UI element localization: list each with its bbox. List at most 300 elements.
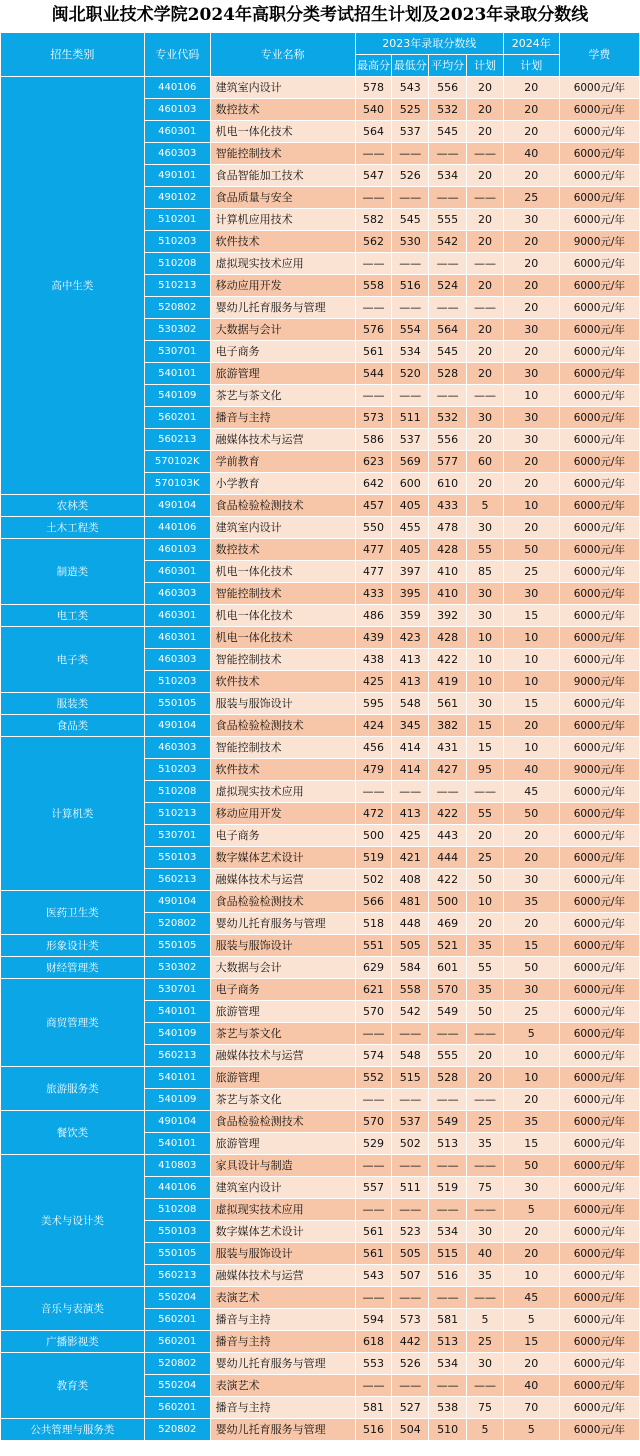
name-cell: 播音与主持 [210,1397,355,1419]
fee-cell: 6000元/年 [559,99,639,121]
min-cell: 600 [392,473,429,495]
fee-cell: 6000元/年 [559,1045,639,1067]
max-cell: 561 [355,1221,392,1243]
code-cell: 530701 [144,341,210,363]
avg-cell: 528 [429,1067,467,1089]
name-cell: 家具设计与制造 [210,1155,355,1177]
avg-cell: 478 [429,517,467,539]
min-cell: 545 [392,209,429,231]
plan2023-cell: 95 [467,759,504,781]
max-cell: —— [355,1155,392,1177]
fee-cell: 6000元/年 [559,715,639,737]
max-cell: 551 [355,935,392,957]
plan2024-cell: 45 [503,781,559,803]
plan2024-cell: 40 [503,759,559,781]
max-cell: 582 [355,209,392,231]
category-cell: 旅游服务类 [1,1067,145,1111]
name-cell: 智能控制技术 [210,649,355,671]
fee-cell: 6000元/年 [559,517,639,539]
name-cell: 软件技术 [210,231,355,253]
code-cell: 520802 [144,1353,210,1375]
min-cell: 455 [392,517,429,539]
fee-cell: 6000元/年 [559,1287,639,1309]
name-cell: 茶艺与茶文化 [210,385,355,407]
table-row [1,1155,640,1177]
plan2024-cell: 15 [503,1133,559,1155]
min-cell: 413 [392,803,429,825]
avg-cell: 515 [429,1243,467,1265]
plan2024-cell: 20 [503,451,559,473]
avg-cell: 444 [429,847,467,869]
name-cell: 数字媒体艺术设计 [210,1221,355,1243]
plan2024-cell: 70 [503,1397,559,1419]
avg-cell: 534 [429,1221,467,1243]
header-name: 专业名称 [210,33,355,77]
name-cell: 数控技术 [210,539,355,561]
header-row-top [1,33,640,55]
max-cell: 550 [355,517,392,539]
name-cell: 软件技术 [210,671,355,693]
table-row [1,957,640,979]
code-cell: 460301 [144,561,210,583]
plan2024-cell: 10 [503,627,559,649]
fee-cell: 6000元/年 [559,473,639,495]
category-cell: 公共管理与服务类 [1,1419,145,1441]
fee-cell: 6000元/年 [559,1375,639,1397]
max-cell: 621 [355,979,392,1001]
name-cell: 智能控制技术 [210,143,355,165]
table-row [1,1419,640,1441]
plan2024-cell: 35 [503,891,559,913]
plan2023-cell: —— [467,143,504,165]
plan2023-cell: 55 [467,539,504,561]
min-cell: 558 [392,979,429,1001]
name-cell: 表演艺术 [210,1287,355,1309]
code-cell: 460303 [144,583,210,605]
min-cell: 527 [392,1397,429,1419]
min-cell: —— [392,781,429,803]
max-cell: 547 [355,165,392,187]
avg-cell: 428 [429,627,467,649]
plan2024-cell: 10 [503,495,559,517]
plan2023-cell: —— [467,1375,504,1397]
name-cell: 茶艺与茶文化 [210,1023,355,1045]
header-avg: 平均分 [429,55,467,77]
fee-cell: 6000元/年 [559,495,639,517]
plan2024-cell: 45 [503,1287,559,1309]
code-cell: 440106 [144,77,210,99]
min-cell: 504 [392,1419,429,1441]
name-cell: 融媒体技术与运营 [210,869,355,891]
plan2023-cell: —— [467,1199,504,1221]
table-row [1,605,640,627]
header-fee: 学费 [559,33,639,77]
min-cell: 414 [392,759,429,781]
name-cell: 食品检验检测技术 [210,1111,355,1133]
plan2024-cell: 30 [503,209,559,231]
max-cell: 439 [355,627,392,649]
max-cell: —— [355,187,392,209]
name-cell: 虚拟现实技术应用 [210,253,355,275]
name-cell: 机电一体化技术 [210,121,355,143]
name-cell: 建筑室内设计 [210,77,355,99]
table-row [1,693,640,715]
category-cell: 教育类 [1,1353,145,1419]
fee-cell: 6000元/年 [559,825,639,847]
code-cell: 560201 [144,1331,210,1353]
code-cell: 550105 [144,693,210,715]
plan2024-cell: 25 [503,187,559,209]
plan2023-cell: —— [467,1287,504,1309]
code-cell: 540101 [144,1133,210,1155]
plan2023-cell: 15 [467,715,504,737]
min-cell: 520 [392,363,429,385]
max-cell: 424 [355,715,392,737]
plan2024-cell: 15 [503,1331,559,1353]
plan2024-cell: 20 [503,165,559,187]
name-cell: 计算机应用技术 [210,209,355,231]
name-cell: 播音与主持 [210,1331,355,1353]
max-cell: 561 [355,341,392,363]
avg-cell: —— [429,1375,467,1397]
plan2024-cell: 20 [503,473,559,495]
code-cell: 490104 [144,715,210,737]
fee-cell: 9000元/年 [559,671,639,693]
max-cell: 562 [355,231,392,253]
min-cell: 542 [392,1001,429,1023]
min-cell: —— [392,187,429,209]
code-cell: 550204 [144,1287,210,1309]
fee-cell: 6000元/年 [559,121,639,143]
plan2023-cell: 75 [467,1177,504,1199]
code-cell: 540109 [144,1089,210,1111]
plan2023-cell: 20 [467,429,504,451]
plan2023-cell: 30 [467,605,504,627]
code-cell: 510213 [144,803,210,825]
name-cell: 表演艺术 [210,1375,355,1397]
code-cell: 510208 [144,253,210,275]
fee-cell: 6000元/年 [559,429,639,451]
category-cell: 广播影视类 [1,1331,145,1353]
plan2024-cell: 30 [503,979,559,1001]
avg-cell: 516 [429,1265,467,1287]
plan2023-cell: —— [467,187,504,209]
max-cell: 544 [355,363,392,385]
fee-cell: 6000元/年 [559,847,639,869]
min-cell: —— [392,297,429,319]
plan2024-cell: 30 [503,319,559,341]
avg-cell: 521 [429,935,467,957]
avg-cell: 410 [429,561,467,583]
plan2024-cell: 30 [503,429,559,451]
category-cell: 医药卫生类 [1,891,145,935]
avg-cell: 382 [429,715,467,737]
plan2023-cell: 5 [467,1419,504,1441]
code-cell: 560213 [144,1265,210,1287]
plan2023-cell: —— [467,385,504,407]
plan2024-cell: 50 [503,803,559,825]
code-cell: 510213 [144,275,210,297]
plan2024-cell: 20 [503,913,559,935]
max-cell: 561 [355,1243,392,1265]
avg-cell: 422 [429,869,467,891]
min-cell: —— [392,1199,429,1221]
max-cell: 479 [355,759,392,781]
plan2024-cell: 10 [503,1045,559,1067]
category-cell: 电子类 [1,627,145,693]
name-cell: 食品检验检测技术 [210,715,355,737]
max-cell: —— [355,297,392,319]
min-cell: 525 [392,99,429,121]
plan2023-cell: 20 [467,209,504,231]
plan2023-cell: 10 [467,649,504,671]
plan2024-cell: 10 [503,385,559,407]
name-cell: 软件技术 [210,759,355,781]
min-cell: 395 [392,583,429,605]
table-row [1,737,640,759]
min-cell: —— [392,1155,429,1177]
name-cell: 建筑室内设计 [210,517,355,539]
code-cell: 540109 [144,385,210,407]
plan2023-cell: 20 [467,341,504,363]
min-cell: 523 [392,1221,429,1243]
avg-cell: 528 [429,363,467,385]
fee-cell: 6000元/年 [559,1309,639,1331]
fee-cell: 6000元/年 [559,605,639,627]
avg-cell: 422 [429,649,467,671]
avg-cell: 570 [429,979,467,1001]
code-cell: 510203 [144,671,210,693]
code-cell: 540101 [144,1001,210,1023]
min-cell: 413 [392,671,429,693]
name-cell: 茶艺与茶文化 [210,1089,355,1111]
plan2023-cell: 20 [467,231,504,253]
plan2023-cell: 55 [467,803,504,825]
plan2024-cell: 50 [503,539,559,561]
header-category: 招生类别 [1,33,145,77]
avg-cell: 500 [429,891,467,913]
fee-cell: 6000元/年 [559,1155,639,1177]
min-cell: —— [392,143,429,165]
table-row [1,1331,640,1353]
max-cell: 581 [355,1397,392,1419]
avg-cell: —— [429,1287,467,1309]
plan2024-cell: 20 [503,1353,559,1375]
code-cell: 520802 [144,1419,210,1441]
plan2023-cell: 20 [467,319,504,341]
max-cell: —— [355,385,392,407]
code-cell: 510208 [144,781,210,803]
name-cell: 智能控制技术 [210,737,355,759]
code-cell: 550103 [144,1221,210,1243]
avg-cell: 534 [429,165,467,187]
code-cell: 560201 [144,407,210,429]
plan2024-cell: 20 [503,121,559,143]
category-cell: 形象设计类 [1,935,145,957]
min-cell: 573 [392,1309,429,1331]
fee-cell: 6000元/年 [559,1177,639,1199]
min-cell: 543 [392,77,429,99]
plan2024-cell: 10 [503,649,559,671]
code-cell: 460301 [144,121,210,143]
fee-cell: 6000元/年 [559,957,639,979]
plan2024-cell: 20 [503,253,559,275]
avg-cell: 419 [429,671,467,693]
avg-cell: 532 [429,99,467,121]
code-cell: 540101 [144,1067,210,1089]
min-cell: 548 [392,1045,429,1067]
plan2024-cell: 20 [503,847,559,869]
avg-cell: 513 [429,1331,467,1353]
min-cell: 569 [392,451,429,473]
category-cell: 服装类 [1,693,145,715]
avg-cell: 610 [429,473,467,495]
max-cell: 618 [355,1331,392,1353]
max-cell: 586 [355,429,392,451]
category-cell: 高中生类 [1,77,145,495]
code-cell: 560213 [144,429,210,451]
avg-cell: 538 [429,1397,467,1419]
plan2024-cell: 50 [503,1155,559,1177]
code-cell: 460301 [144,627,210,649]
plan2023-cell: 35 [467,979,504,1001]
max-cell: 564 [355,121,392,143]
min-cell: 408 [392,869,429,891]
name-cell: 服装与服饰设计 [210,1243,355,1265]
plan2024-cell: 20 [503,1089,559,1111]
min-cell: 516 [392,275,429,297]
min-cell: 530 [392,231,429,253]
code-cell: 520802 [144,913,210,935]
plan2023-cell: 20 [467,77,504,99]
code-cell: 570103K [144,473,210,495]
plan2023-cell: 40 [467,1243,504,1265]
code-cell: 510201 [144,209,210,231]
table-body [1,77,640,1441]
code-cell: 550103 [144,847,210,869]
avg-cell: 427 [429,759,467,781]
avg-cell: 428 [429,539,467,561]
plan2024-cell: 30 [503,1177,559,1199]
code-cell: 530302 [144,957,210,979]
avg-cell: 431 [429,737,467,759]
max-cell: 595 [355,693,392,715]
code-cell: 490102 [144,187,210,209]
min-cell: —— [392,1089,429,1111]
avg-cell: —— [429,781,467,803]
min-cell: —— [392,1023,429,1045]
avg-cell: 513 [429,1133,467,1155]
min-cell: 502 [392,1133,429,1155]
max-cell: 553 [355,1353,392,1375]
header-plan-2023: 计划 [467,55,504,77]
avg-cell: —— [429,253,467,275]
plan2023-cell: 30 [467,407,504,429]
plan2024-cell: 30 [503,363,559,385]
table-row [1,979,640,1001]
avg-cell: 534 [429,1353,467,1375]
plan2023-cell: 35 [467,935,504,957]
max-cell: 570 [355,1001,392,1023]
avg-cell: 581 [429,1309,467,1331]
code-cell: 530701 [144,979,210,1001]
category-cell: 美术与设计类 [1,1155,145,1287]
plan2023-cell: 75 [467,1397,504,1419]
name-cell: 小学教育 [210,473,355,495]
name-cell: 虚拟现实技术应用 [210,781,355,803]
max-cell: 477 [355,539,392,561]
plan2024-cell: 40 [503,143,559,165]
fee-cell: 6000元/年 [559,803,639,825]
fee-cell: 6000元/年 [559,1111,639,1133]
plan2023-cell: —— [467,781,504,803]
name-cell: 学前教育 [210,451,355,473]
fee-cell: 6000元/年 [559,1001,639,1023]
plan2023-cell: 50 [467,869,504,891]
min-cell: 554 [392,319,429,341]
min-cell: 423 [392,627,429,649]
max-cell: —— [355,1089,392,1111]
plan2023-cell: —— [467,253,504,275]
fee-cell: 6000元/年 [559,561,639,583]
fee-cell: 6000元/年 [559,165,639,187]
plan2024-cell: 5 [503,1419,559,1441]
name-cell: 旅游管理 [210,1001,355,1023]
plan2024-cell: 5 [503,1309,559,1331]
max-cell: 519 [355,847,392,869]
name-cell: 机电一体化技术 [210,605,355,627]
category-cell: 农林类 [1,495,145,517]
plan2023-cell: 25 [467,1111,504,1133]
name-cell: 融媒体技术与运营 [210,429,355,451]
table-row [1,495,640,517]
min-cell: 442 [392,1331,429,1353]
header-code: 专业代码 [144,33,210,77]
min-cell: 405 [392,495,429,517]
fee-cell: 6000元/年 [559,1133,639,1155]
avg-cell: 542 [429,231,467,253]
plan2023-cell: —— [467,1023,504,1045]
name-cell: 婴幼儿托育服务与管理 [210,913,355,935]
table-row [1,891,640,913]
plan2023-cell: 50 [467,1001,504,1023]
plan2023-cell: —— [467,1089,504,1111]
table-row [1,1353,640,1375]
name-cell: 虚拟现实技术应用 [210,1199,355,1221]
plan2024-cell: 30 [503,869,559,891]
max-cell: 438 [355,649,392,671]
name-cell: 旅游管理 [210,363,355,385]
max-cell: 543 [355,1265,392,1287]
fee-cell: 6000元/年 [559,1199,639,1221]
plan2024-cell: 20 [503,341,559,363]
max-cell: 500 [355,825,392,847]
plan2023-cell: 30 [467,583,504,605]
plan2023-cell: 30 [467,517,504,539]
avg-cell: —— [429,1089,467,1111]
min-cell: —— [392,1287,429,1309]
category-cell: 土木工程类 [1,517,145,539]
plan2023-cell: 20 [467,473,504,495]
code-cell: 510208 [144,1199,210,1221]
plan2024-cell: 10 [503,671,559,693]
plan2023-cell: 60 [467,451,504,473]
min-cell: 537 [392,121,429,143]
fee-cell: 6000元/年 [559,539,639,561]
name-cell: 旅游管理 [210,1067,355,1089]
category-cell: 电工类 [1,605,145,627]
plan2023-cell: 5 [467,1309,504,1331]
